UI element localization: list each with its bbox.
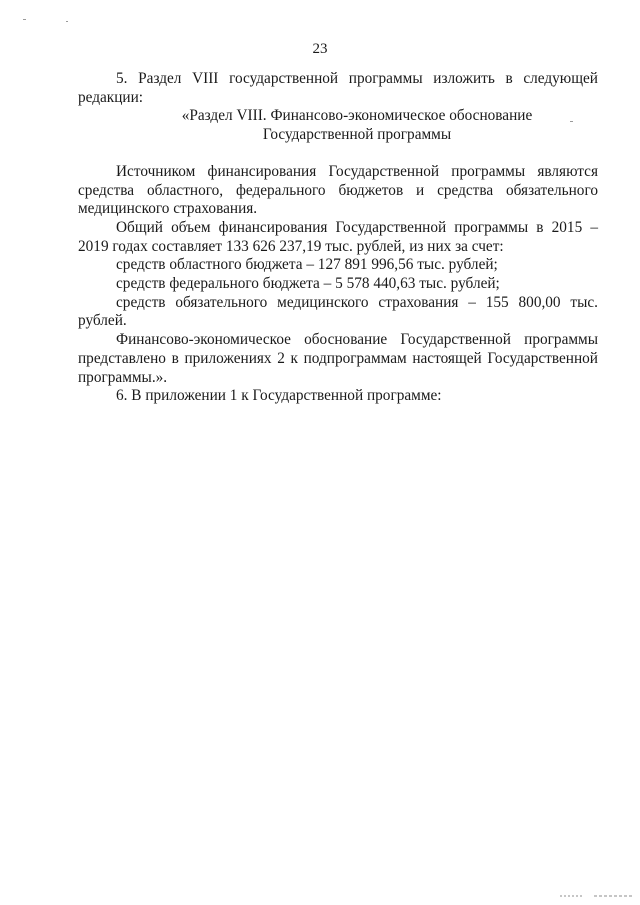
funding-sources-paragraph: Источником финансирования Государственной программы являются средства областного, федерального бюджетов и средства обязательного медицинского страхования. <box>78 162 598 218</box>
total-funding-paragraph: Общий объем финансирования Государственной программы в 2015 – 2019 годах составляет 133 626 237,19 тыс. рублей, из них за счет: <box>78 218 598 255</box>
document-body <box>78 70 598 406</box>
section-title-line-2: Государственной программы <box>262 126 452 144</box>
scan-border-marks <box>560 894 636 898</box>
federal-budget-line: средств федерального бюджета – 5 578 440,63 тыс. рублей; <box>116 275 500 293</box>
regional-budget-line: средств областного бюджета – 127 891 996,56 тыс. рублей; <box>116 256 498 274</box>
section-title-line-1: «Раздел VIII. Финансово-экономическое обоснование <box>181 107 533 125</box>
scan-speck <box>23 19 26 20</box>
justification-paragraph: Финансово-экономическое обоснование Государственной программы представлено в приложениях 2 к подпрограммам настоящей Государственной программы.». <box>78 331 598 386</box>
medical-insurance-line: средств обязательного медицинского страхования – 155 800,00 тыс. рублей. <box>78 293 598 330</box>
scan-speck <box>66 21 68 22</box>
item-5-paragraph: 5. Раздел VIII государственной программы изложить в следующей редакции: <box>78 70 598 106</box>
page-number: 23 <box>312 41 328 57</box>
item-6-paragraph: 6. В приложении 1 к Государственной программе: <box>116 387 442 405</box>
